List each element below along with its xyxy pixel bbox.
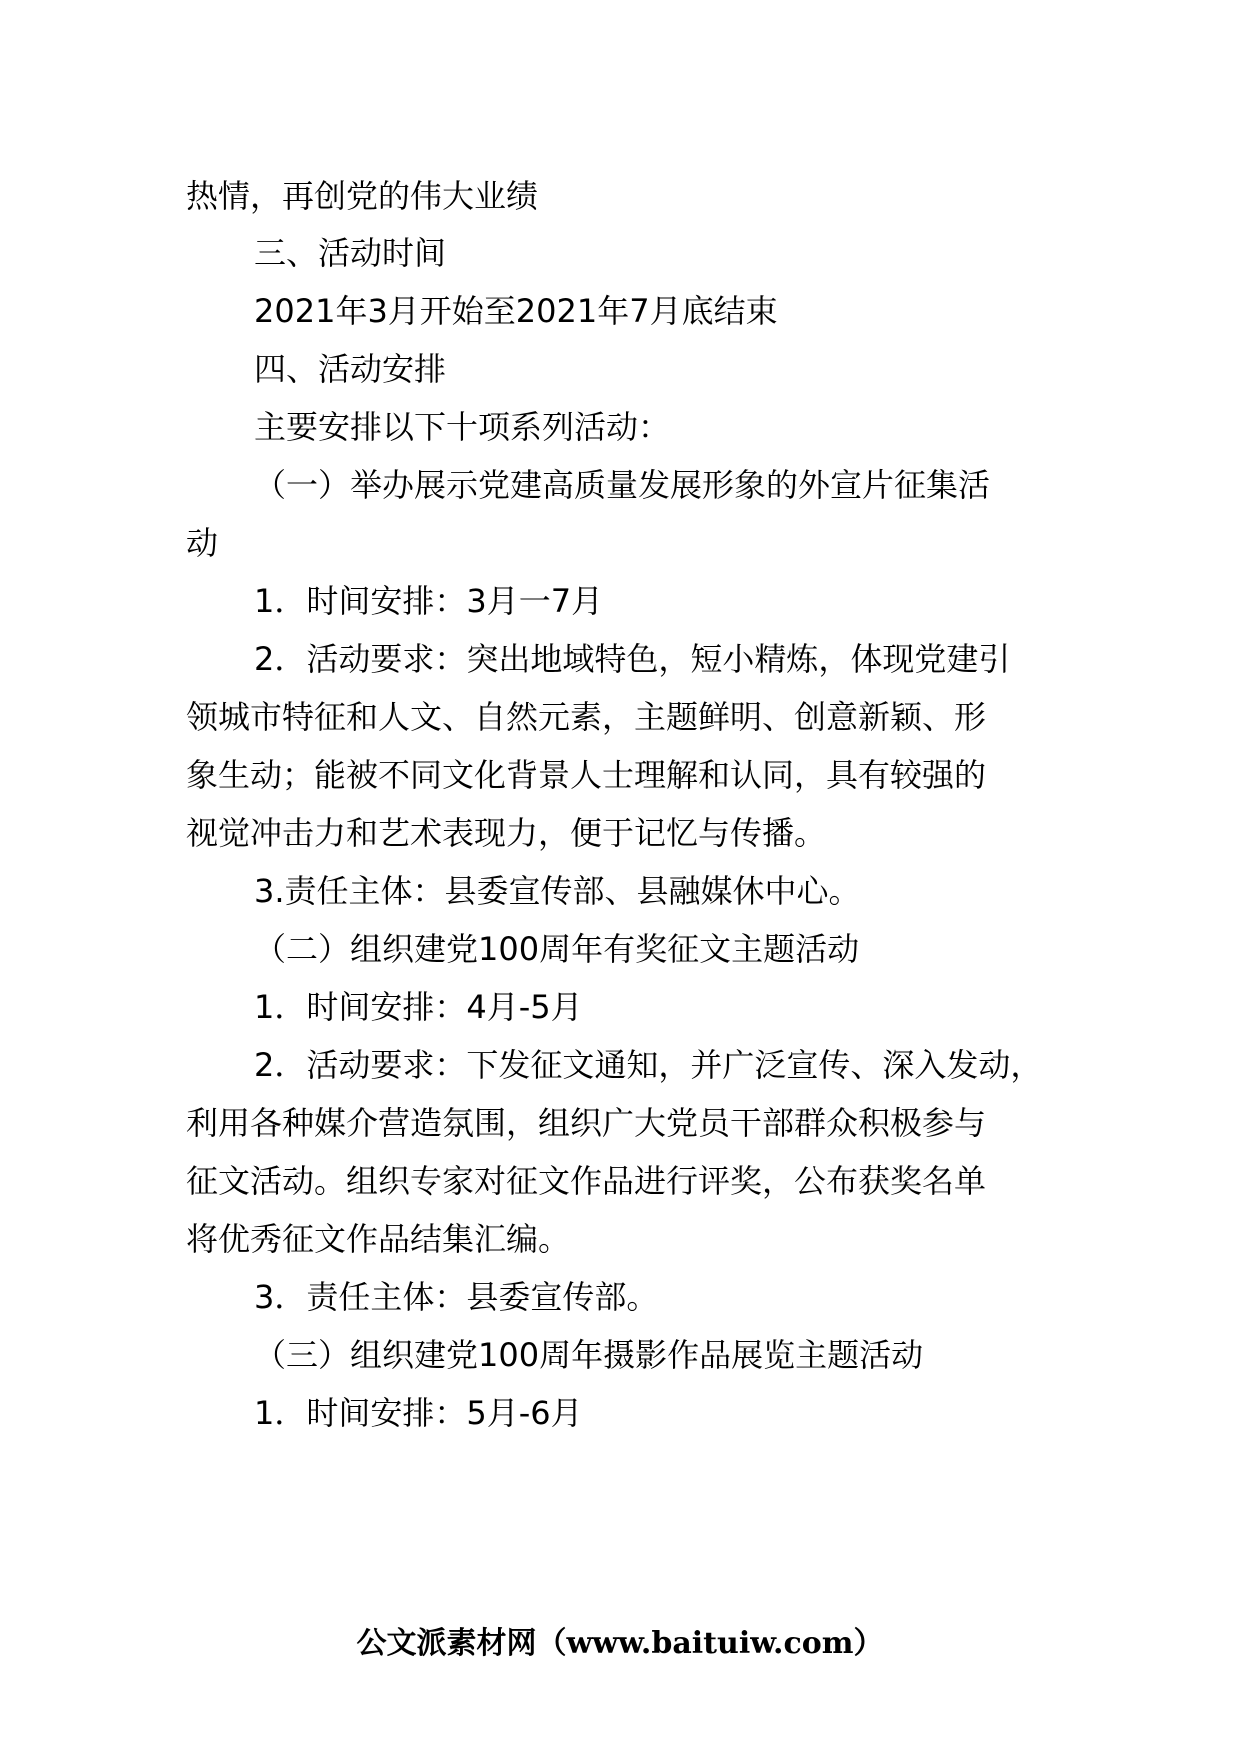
text-line: 领城市特征和人文、自然元素，主题鲜明、创意新颖、形: [186, 698, 987, 736]
subsection-heading: （一）举办展示党建高质量发展形象的外宣片征集活: [254, 466, 991, 504]
text-line: 3．责任主体：县委宣传部。: [254, 1278, 659, 1316]
text-line: 热情，再创党的伟大业绩: [186, 177, 539, 215]
text-line: 征文活动。组织专家对征文作品进行评奖，公布获奖名单: [186, 1162, 987, 1200]
text-line: 利用各种媒介营造氛围，组织广大党员干部群众积极参与: [186, 1104, 987, 1142]
text-line: 3.责任主体：县委宣传部、县融媒休中心。: [254, 872, 861, 910]
section-heading: 四、活动安排: [254, 350, 447, 388]
subsection-heading: （三）组织建党100周年摄影作品展览主题活动: [254, 1336, 924, 1374]
text-line: 象生动；能被不同文化背景人士理解和认同，具有较强的: [186, 756, 987, 794]
subsection-heading: （二）组织建党100周年有奖征文主题活动: [254, 930, 860, 968]
text-line: 1．时间安排：3月一7月: [254, 582, 604, 620]
text-line: 1．时间安排：4月-5月: [254, 988, 583, 1026]
section-heading: 三、活动时间: [254, 234, 447, 272]
footer-watermark: 公文派素材网（www.baituiw.com）: [356, 1626, 884, 1661]
text-line: 2．活动要求：突出地域特色，短小精炼，体现党建引: [254, 640, 1011, 678]
text-line: 2021年3月开始至2021年7月底结束: [254, 292, 778, 330]
text-line: 2．活动要求：下发征文通知，并广泛宣传、深入发动，: [254, 1046, 1043, 1084]
text-line: 1．时间安排：5月-6月: [254, 1394, 583, 1432]
text-line: 视觉冲击力和艺术表现力，便于记忆与传播。: [186, 814, 827, 852]
text-line: 将优秀征文作品结集汇编。: [186, 1220, 571, 1258]
text-line: 主要安排以下十项系列活动：: [254, 408, 671, 446]
text-line: 动: [186, 524, 219, 562]
